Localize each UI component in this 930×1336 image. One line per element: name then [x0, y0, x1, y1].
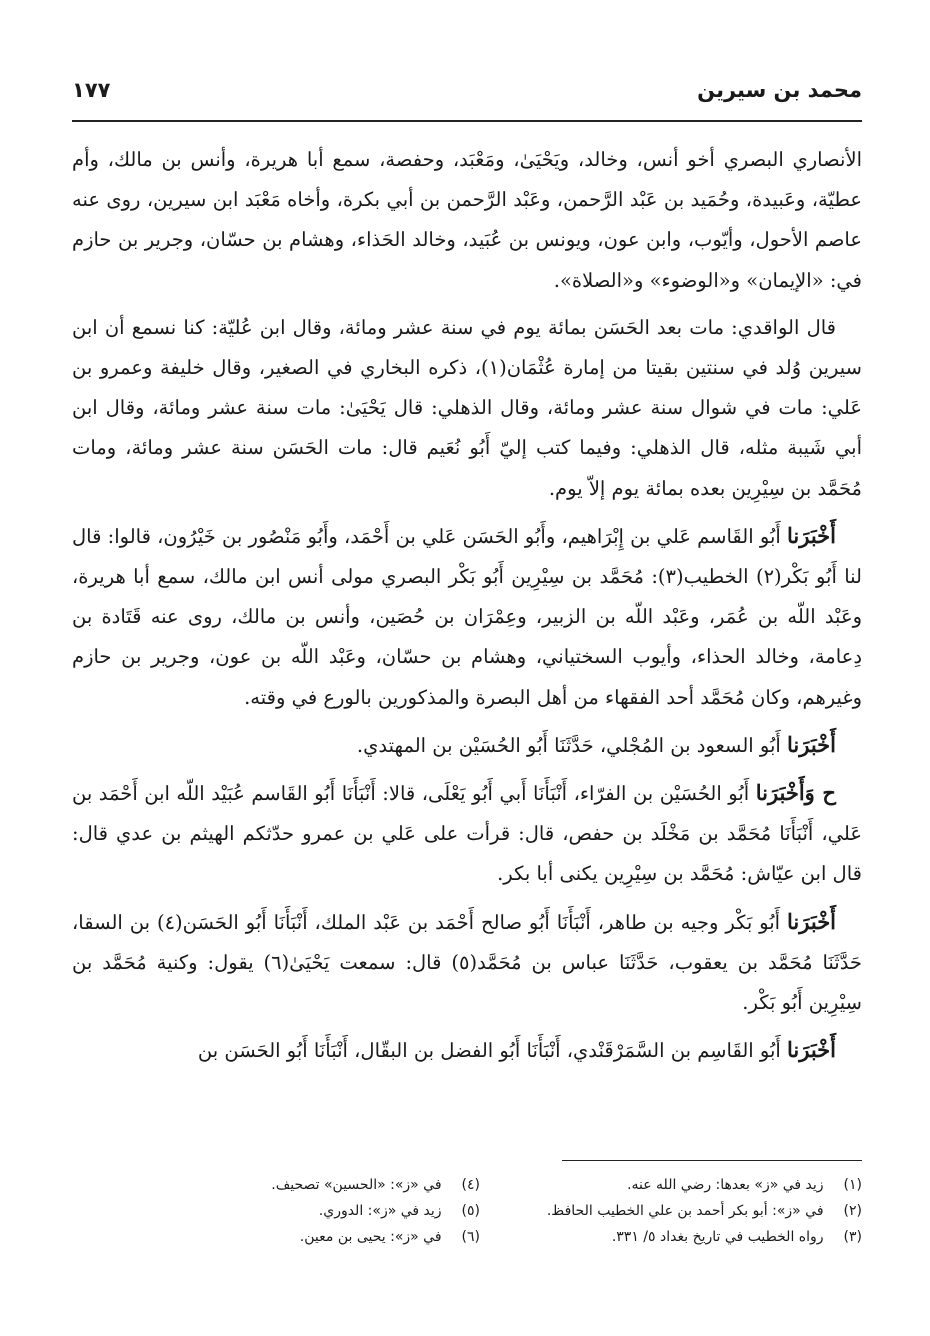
- paragraph: [72, 902, 862, 1024]
- footnote: [200, 1224, 480, 1250]
- akhbarana-keyword: أَخْبَرَنا: [787, 908, 837, 934]
- footnote: [200, 1198, 480, 1224]
- paragraph-text: قال الواقدي: مات بعد الحَسَن بمائة يوم في سنة عشر ومائة، وقال ابن عُليّة: كنا نسمع أن ابن سيرين وُلد في سنتين بقيتا من إمارة عُثْمَان(١)، ذكره البخاري في الصغير، وقال خليفة وعمرو بن عَلي: مات في شوال سنة عشر ومائة، وقال الذهلي: قال يَحْيَىٰ: مات سنة عشر ومائة، وقال ابن أبي شَيبة مثله، قال الذهلي: وفيما كتب إليّ أَبُو نُعَيم قال: مات الحَسَن سنة عشر ومائة، ومات مُحَمَّد بن سِيْرِين بعده بمائة يوم إلاّ يوم.: [72, 315, 862, 500]
- footnote-text: زيد في «ز» بعدها: رضي الله عنه.: [627, 1177, 824, 1193]
- running-title: محمد بن سيرين: [697, 78, 862, 102]
- paragraph-text: أَبُو القَاسِم بن السَّمَرْقَنْدي، أَنْبَأَنَا أَبُو الفضل بن البقّال، أَنْبَأَنَا أَبُو الحَسَن بن: [197, 1039, 781, 1063]
- paragraph: [72, 308, 862, 509]
- footnote-text: في «ز»: يحيى بن معين.: [299, 1229, 442, 1245]
- akhbarana-keyword: ح وَأَخْبَرَنا: [755, 780, 836, 806]
- akhbarana-keyword: أَخْبَرَنا: [787, 522, 836, 548]
- footnote-number: (٥): [461, 1203, 480, 1219]
- footnotes-left-column: [200, 1172, 480, 1250]
- footnote-number: (١): [843, 1177, 862, 1193]
- paragraph: [72, 516, 862, 718]
- akhbarana-keyword: أَخْبَرَنا: [787, 1037, 836, 1063]
- footnote-text: زيد في «ز»: الدوري.: [318, 1203, 442, 1219]
- footnote-text: في «ز»: «الحسين» تصحيف.: [271, 1177, 442, 1193]
- footnotes-right-column: [442, 1172, 862, 1250]
- header-rule: [72, 120, 862, 122]
- paragraph-text: أَبُو القَاسم عَلي بن إِبْرَاهيم، وأَبُو الحَسَن عَلي بن أَحْمَد، وأَبُو مَنْصُور بن خَيْرُون، قالوا: قال لنا أَبُو بَكْر(٢) الخطيب(٣): مُحَمَّد بن سِيْرِين أَبُو بَكْر البصري مولى أنس ابن مالك، سمع أبا هريرة، وعَبْد اللّه بن عُمَر، وعَبْد اللّه بن الزبير، وعِمْرَان بن حُصَين، وأنس بن مالك، روى عنه قَتَادة بن دِعامة، وخالد الحذاء، وأيوب السختياني، وهشام بن حسّان، وعَبْد اللّه بن عون، وجرير بن حازم وغيرهم، وكان مُحَمَّد أحد الفقهاء من أهل البصرة والمذكورين بالورع في وقته.: [72, 524, 862, 709]
- main-text: [72, 140, 862, 1078]
- footnote-rule: [562, 1160, 862, 1161]
- paragraph-text: أَبُو الحُسَيْن بن الفرّاء، أَنْبَأَنَا أَبي أَبُو يَعْلَى، قالا: أَنْبَأَنَا أَبُو القَاسم عُبَيْد اللّه ابن أَحْمَد بن عَلي، أَنْبَأَنَا مُحَمَّد بن مَخْلَد بن حفص، قال: قرأت على عَلي بن عمرو حدّثكم الهيثم بن عدي قال: قال ابن عيّاش: مُحَمَّد بن سِيْرِين يكنى أبا بكر.: [72, 782, 862, 886]
- footnote: [200, 1172, 480, 1198]
- page-header: [72, 78, 862, 106]
- paragraph-text: أَبُو السعود بن المُجْلي، حَدَّثَنَا أَبُو الحُسَيْن بن المهتدي.: [356, 733, 781, 757]
- footnote: [442, 1172, 862, 1198]
- footnote: [442, 1198, 862, 1224]
- paragraph: [72, 773, 862, 895]
- footnote: [442, 1224, 862, 1250]
- footnote-number: (٦): [461, 1229, 480, 1245]
- footnote-text: رواه الخطيب في تاريخ بغداد ٥/ ٣٣١.: [611, 1229, 824, 1245]
- footnote-number: (٢): [843, 1203, 862, 1219]
- footnote-number: (٤): [461, 1177, 480, 1193]
- paragraph: [72, 725, 862, 766]
- footnote-text: في «ز»: أبو بكر أحمد بن علي الخطيب الحافظ.: [546, 1203, 824, 1219]
- paragraph-text: أَبُو بَكْر وجيه بن طاهر، أَنْبَأَنَا أَبُو صالح أَحْمَد بن عَبْد الملك، أَنْبَأَنَا أَبُو الحَسَن(٤) بن السقا، حَدَّثَنَا مُحَمَّد بن يعقوب، حَدَّثَنَا عباس بن مُحَمَّد(٥) قال: سمعت يَحْيَىٰ(٦) يقول: وكنية مُحَمَّد بن سِيْرِين أَبُو بَكْر.: [72, 910, 862, 1015]
- paragraph-text: الأنصاري البصري أخو أنس، وخالد، ويَحْيَىٰ، ومَعْبَد، وحفصة، سمع أبا هريرة، وأنس بن مالك، وأم عطيّة، وعَبيدة، وحُمَيد بن عَبْد الرَّحمن، وعَبْد الرَّحمن بن أبي بكرة، وأخاه مَعْبَد ابن سيرين، روى عنه عاصم الأحول، وأيّوب، وابن عون، ويونس بن عُبَيد، وخالد الحَذاء، وهشام بن حسّان، وجرير بن حازم في: «الإيمان» و«الوضوء» و«الصلاة».: [72, 148, 862, 292]
- page-number: ١٧٧: [72, 78, 111, 102]
- paragraph: [72, 1030, 862, 1071]
- footnote-number: (٣): [843, 1229, 862, 1245]
- paragraph: [72, 140, 862, 301]
- akhbarana-keyword: أَخْبَرَنا: [787, 731, 836, 757]
